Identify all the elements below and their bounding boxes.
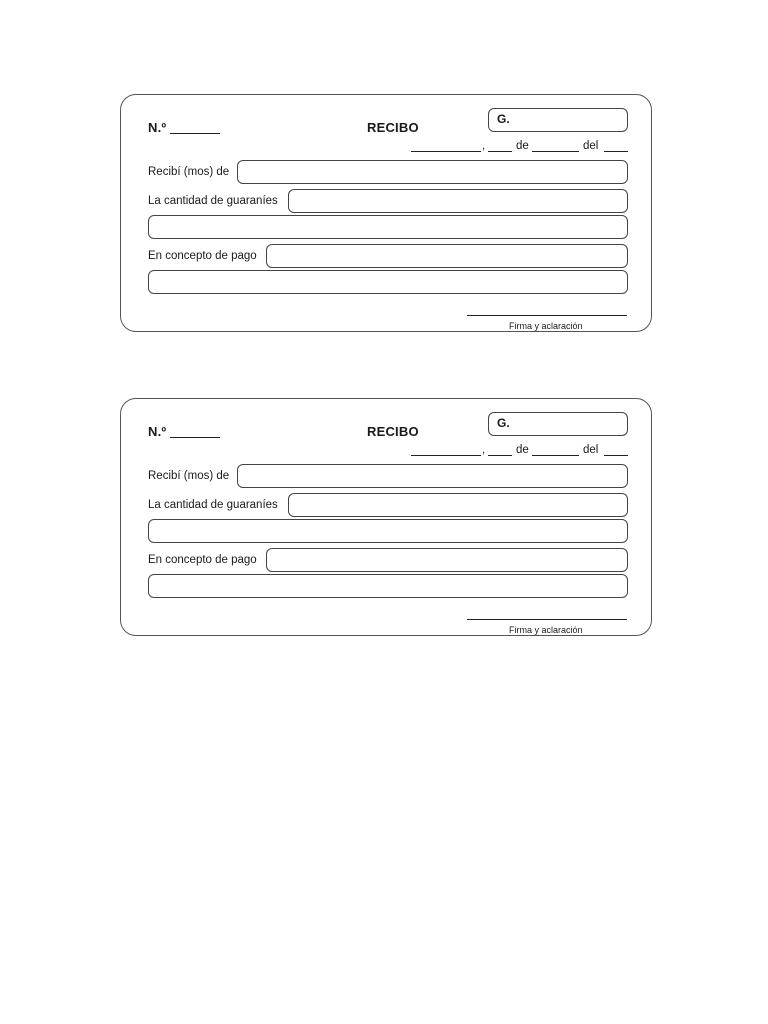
amount-total-field[interactable] xyxy=(488,108,628,132)
receipt-number-label: N.º xyxy=(148,120,167,135)
date-day-field[interactable] xyxy=(488,151,512,152)
payment-concept-label: En concepto de pago xyxy=(148,554,257,566)
amount-total-field[interactable] xyxy=(488,412,628,436)
amount-words-label: La cantidad de guaraníes xyxy=(148,195,278,207)
date-day-field[interactable] xyxy=(488,455,512,456)
receipt-form-1 xyxy=(120,94,652,332)
date-de-label: de xyxy=(516,140,529,152)
amount-words-field[interactable] xyxy=(288,493,628,517)
date-comma: , xyxy=(482,140,486,152)
signature-field[interactable] xyxy=(467,619,627,620)
payment-concept-continuation-field[interactable] xyxy=(148,574,628,598)
amount-prefix-label: G. xyxy=(497,112,510,126)
date-month-field[interactable] xyxy=(532,151,579,152)
date-de-label: de xyxy=(516,444,529,456)
received-from-label: Recibí (mos) de xyxy=(148,166,230,178)
amount-words-field[interactable] xyxy=(288,189,628,213)
amount-prefix-label: G. xyxy=(497,416,510,430)
date-place-field[interactable] xyxy=(411,151,481,152)
date-del-label: del xyxy=(583,140,599,152)
amount-words-label: La cantidad de guaraníes xyxy=(148,499,278,511)
received-from-field[interactable] xyxy=(237,160,628,184)
received-from-field[interactable] xyxy=(237,464,628,488)
date-place-field[interactable] xyxy=(411,455,481,456)
amount-words-continuation-field[interactable] xyxy=(148,215,628,239)
date-comma: , xyxy=(482,444,486,456)
amount-words-continuation-field[interactable] xyxy=(148,519,628,543)
payment-concept-label: En concepto de pago xyxy=(148,250,257,262)
date-month-field[interactable] xyxy=(532,455,579,456)
date-year-field[interactable] xyxy=(604,455,628,456)
signature-field[interactable] xyxy=(467,315,627,316)
payment-concept-field[interactable] xyxy=(266,548,628,572)
receipt-form-2 xyxy=(120,398,652,636)
signature-label: Firma y aclaración xyxy=(509,625,583,635)
signature-label: Firma y aclaración xyxy=(509,321,583,331)
payment-concept-field[interactable] xyxy=(266,244,628,268)
receipt-number-field[interactable] xyxy=(170,133,220,134)
receipt-number-field[interactable] xyxy=(170,437,220,438)
date-year-field[interactable] xyxy=(604,151,628,152)
receipt-title: RECIBO xyxy=(367,424,419,439)
receipt-number-label: N.º xyxy=(148,424,167,439)
date-del-label: del xyxy=(583,444,599,456)
receipt-title: RECIBO xyxy=(367,120,419,135)
received-from-label: Recibí (mos) de xyxy=(148,470,230,482)
payment-concept-continuation-field[interactable] xyxy=(148,270,628,294)
